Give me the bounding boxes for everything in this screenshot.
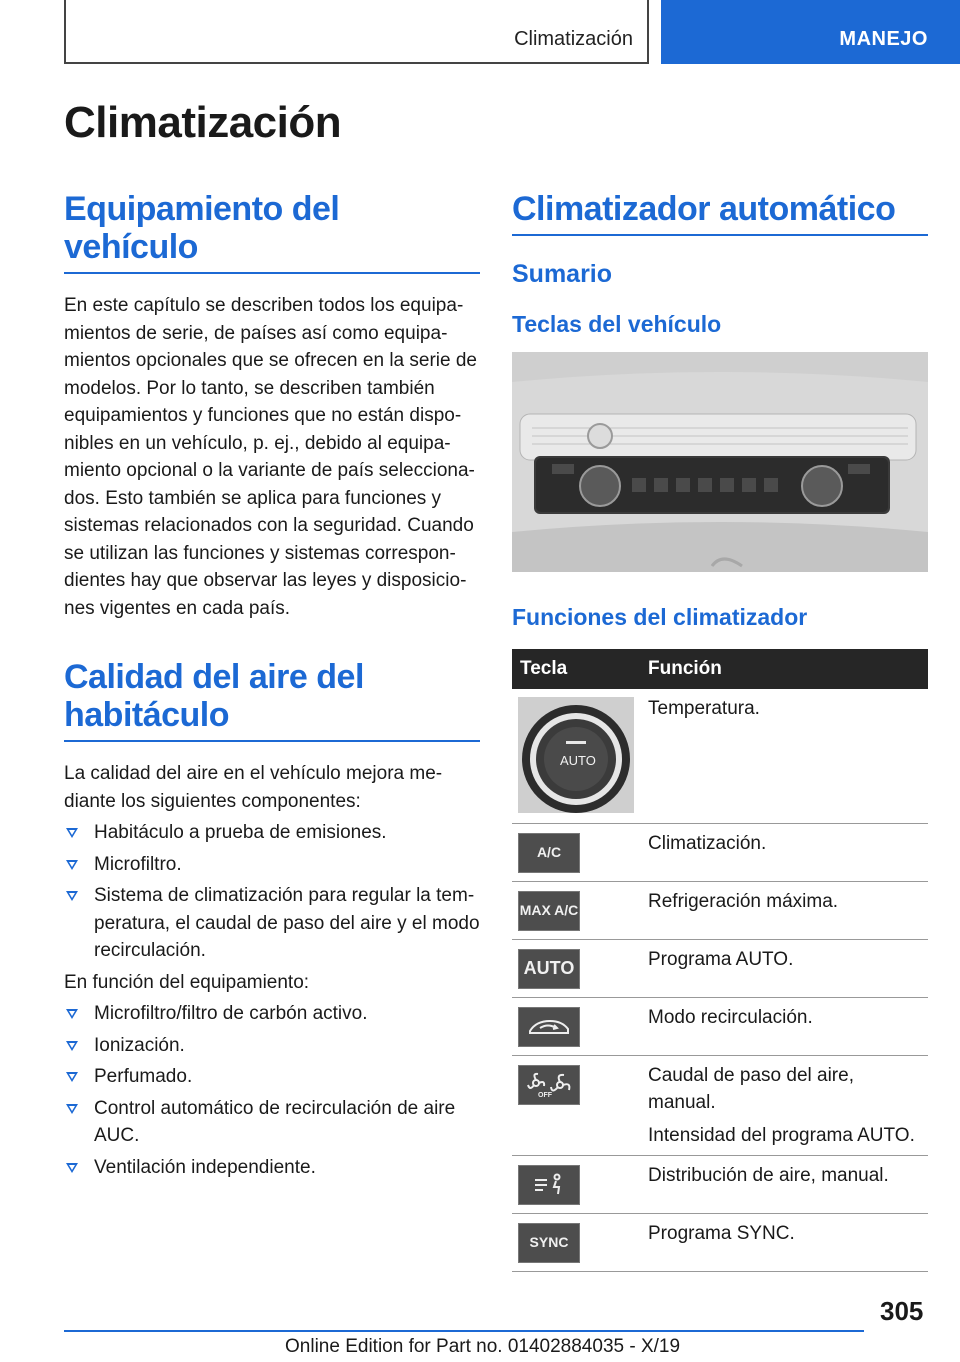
temperature-knob-icon: [518, 697, 634, 813]
function-cell: Programa SYNC.: [640, 1213, 928, 1271]
list-item: Microfiltro/filtro de carbón activo.: [64, 1000, 480, 1028]
bullet-triangle-icon: [66, 1163, 78, 1173]
section-title-air-quality: Calidad del aire del habitáculo: [64, 658, 480, 742]
air-quality-components-list: [64, 819, 480, 965]
function-cell: Refrigeración máxima.: [640, 881, 928, 939]
right-column: [512, 190, 928, 1272]
bullet-triangle-icon: [66, 1041, 78, 1051]
list-item: Ventilación independiente.: [64, 1154, 480, 1182]
bullet-triangle-icon: [66, 1009, 78, 1019]
max-ac-key-icon: MAX A/C: [518, 891, 580, 931]
function-cell: Climatización.: [640, 823, 928, 881]
column-header-function: Función: [640, 649, 928, 689]
footer-divider: [64, 1330, 864, 1332]
bullet-triangle-icon: [66, 828, 78, 838]
table-row: [512, 823, 928, 881]
table-row: [512, 881, 928, 939]
list-item: Control automático de recirculación de aire AUC.: [64, 1095, 480, 1150]
table-row: [512, 1155, 928, 1213]
page-number: 305: [880, 1296, 924, 1326]
sync-key-icon: SYNC: [518, 1223, 580, 1263]
subtitle-climate-functions: Funciones del climatizador: [512, 604, 808, 630]
table-row: [512, 997, 928, 1055]
subtitle-summary: Sumario: [512, 260, 613, 288]
header-section-box: [64, 0, 649, 64]
table-row: [512, 689, 928, 823]
svg-text:OFF: OFF: [538, 1091, 552, 1099]
bullet-triangle-icon: [66, 1072, 78, 1082]
list-item: Ionización.: [64, 1032, 480, 1060]
function-cell: Distribución de aire, manual.: [640, 1155, 928, 1213]
table-row: [512, 939, 928, 997]
equipment-paragraph: En este capítulo se describen todos los equipamientos de serie, de países así como equipamientos opcionales que se ofrecen en la serie de modelos. Por lo tanto, se describen también equipamientos y funciones que no están disponibles en un vehículo, p. ej., debido al equipamiento opcional o la variante de país seleccionados. Esto también se aplica para funciones y sistemas relacionados con la seguridad. Cuando se utilizan las funciones y sistemas correspondientes hay que observar las leyes y disposiciones vigentes en cada país.: [64, 295, 477, 619]
list-item: Microfiltro.: [64, 851, 480, 879]
function-cell: Programa AUTO.: [640, 939, 928, 997]
bullet-triangle-icon: [66, 891, 78, 901]
temperature-knob-label: AUTO: [560, 753, 596, 768]
subtitle-vehicle-keys: Teclas del vehículo: [512, 311, 722, 337]
footer-edition-text: Online Edition for Part no. 01402884035 - X/19: [285, 1336, 681, 1357]
equipment-dependent-intro: En función del equipamiento:: [64, 971, 310, 993]
climate-panel-illustration: [512, 352, 928, 572]
bullet-triangle-icon: [66, 1104, 78, 1114]
table-row: [512, 1213, 928, 1271]
table-row: [512, 1055, 928, 1155]
bullet-triangle-icon: [66, 860, 78, 870]
list-item: Perfumado.: [64, 1063, 480, 1091]
function-cell: Caudal de paso del aire, manual. Intensidad del programa AUTO.: [640, 1055, 928, 1155]
page-title: Climatización: [64, 98, 342, 147]
climate-control-panel-image: [512, 352, 928, 572]
section-title-auto-climate: Climatizador automático: [512, 190, 928, 236]
ac-key-icon: A/C: [518, 833, 580, 873]
left-column: [64, 190, 480, 1181]
column-header-key: Tecla: [512, 649, 640, 689]
function-cell: Temperatura.: [640, 689, 928, 823]
air-distribution-key-icon: [518, 1165, 580, 1205]
climate-functions-table: [512, 649, 928, 1272]
header-chapter-tab[interactable]: [661, 0, 960, 64]
fan-key-icon: [518, 1065, 580, 1105]
recirculation-key-icon: [518, 1007, 580, 1047]
list-item: Habitáculo a prueba de emisiones.: [64, 819, 480, 847]
section-title-equipment: Equipamiento del vehículo: [64, 190, 480, 274]
air-quality-intro: La calidad del aire en el vehículo mejora mediante los siguientes componentes:: [64, 763, 443, 812]
function-cell: Modo recirculación.: [640, 997, 928, 1055]
list-item: Sistema de climatización para regular la temperatura, el caudal de paso del aire y el modo recirculación.: [64, 882, 480, 965]
header-chapter-label: MANEJO: [839, 28, 928, 50]
auto-key-icon: AUTO: [518, 949, 580, 989]
equipment-dependent-list: [64, 1000, 480, 1181]
header-section-label: Climatización: [514, 28, 633, 50]
table-header-row: [512, 649, 928, 689]
